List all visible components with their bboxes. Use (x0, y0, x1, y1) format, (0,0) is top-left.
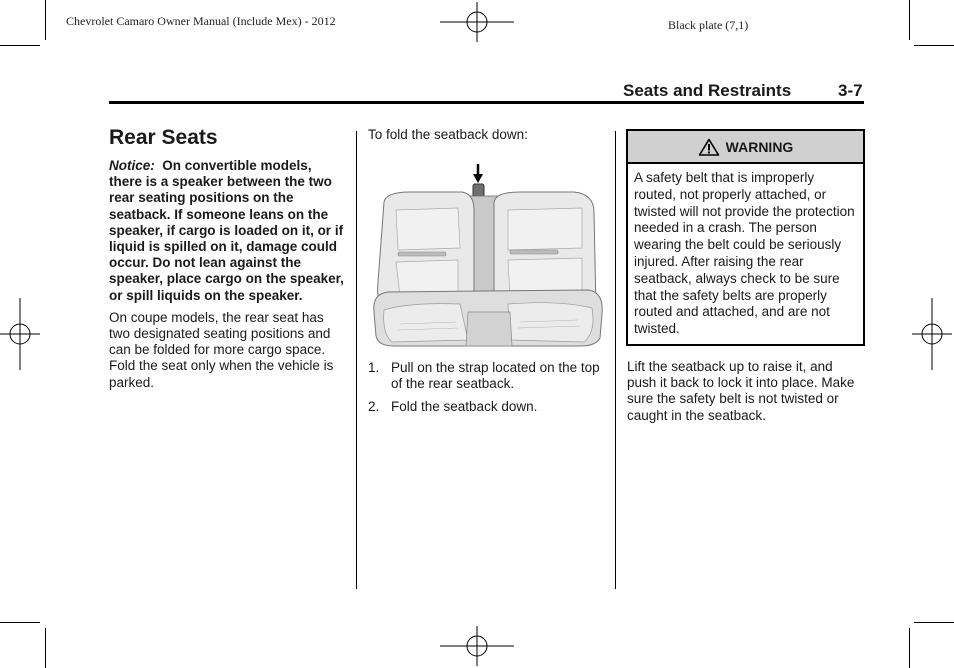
registration-mark-icon (0, 298, 40, 370)
crop-mark (45, 0, 46, 40)
crop-mark (914, 622, 954, 623)
fold-intro: To fold the seatback down: (368, 127, 528, 142)
step-list (368, 360, 604, 416)
fold-steps (368, 360, 604, 423)
page-number: 3-7 (838, 81, 863, 100)
crop-mark (909, 0, 910, 40)
notice-text: On convertible models, there is a speaker between the two rear seating positions on the seatback. If someone leans on the speaker, if cargo is loaded on it, or if liquid is spilled on it, damage could occur. Do not lean against the speaker, place cargo on the speaker, or spill liquids on the speaker. (109, 158, 344, 303)
registration-mark-icon (912, 298, 952, 370)
column-divider (615, 131, 616, 589)
crop-mark (909, 628, 910, 668)
body-paragraph: On coupe models, the rear seat has two designated seating positions and can be folded for more cargo space. Fold the seat only when the vehicle is parked. (109, 309, 334, 390)
step-text: Pull on the strap located on the top of the rear seatback. (391, 360, 600, 392)
section-name: Seats and Restraints (623, 81, 792, 100)
step-number: 1. (368, 360, 380, 375)
crop-mark (45, 628, 46, 668)
registration-mark-icon (440, 626, 514, 666)
warning-text: A safety belt that is improperly routed, not properly attached, or twisted will not provide the protection needed in a crash. The person wearing the belt could be seriously injured. After raising the rear seatback, always check to be sure that the safety belts are properly routed and attached, and are not twisted. (634, 170, 855, 337)
warning-label: WARNING (725, 138, 794, 155)
rear-seat-illustration (370, 162, 606, 354)
page-title: Rear Seats (109, 126, 218, 149)
warning-header (628, 131, 863, 164)
step-text: Fold the seatback down. (391, 399, 538, 415)
notice-paragraph (109, 158, 345, 304)
crop-mark (914, 45, 954, 46)
step-number: 2. (368, 399, 380, 415)
header-rule (109, 101, 864, 104)
warning-triangle-icon (698, 138, 720, 156)
raise-seatback-paragraph: Lift the seatback up to raise it, and push it back to lock it into place. Make sure the safety belt is not twisted or caught in the seatback. (627, 359, 855, 423)
notice-label: Notice: (109, 158, 155, 173)
left-column (109, 158, 345, 391)
plate-label: Black plate (7,1) (668, 18, 749, 32)
step-item (368, 399, 604, 415)
step-item (368, 360, 604, 392)
crop-mark (0, 622, 40, 623)
document-title: Chevrolet Camaro Owner Manual (Include Mex) - 2012 (66, 14, 336, 28)
warning-box (626, 129, 865, 346)
registration-mark-icon (440, 2, 514, 42)
crop-mark (0, 45, 40, 46)
column-divider (356, 131, 357, 589)
